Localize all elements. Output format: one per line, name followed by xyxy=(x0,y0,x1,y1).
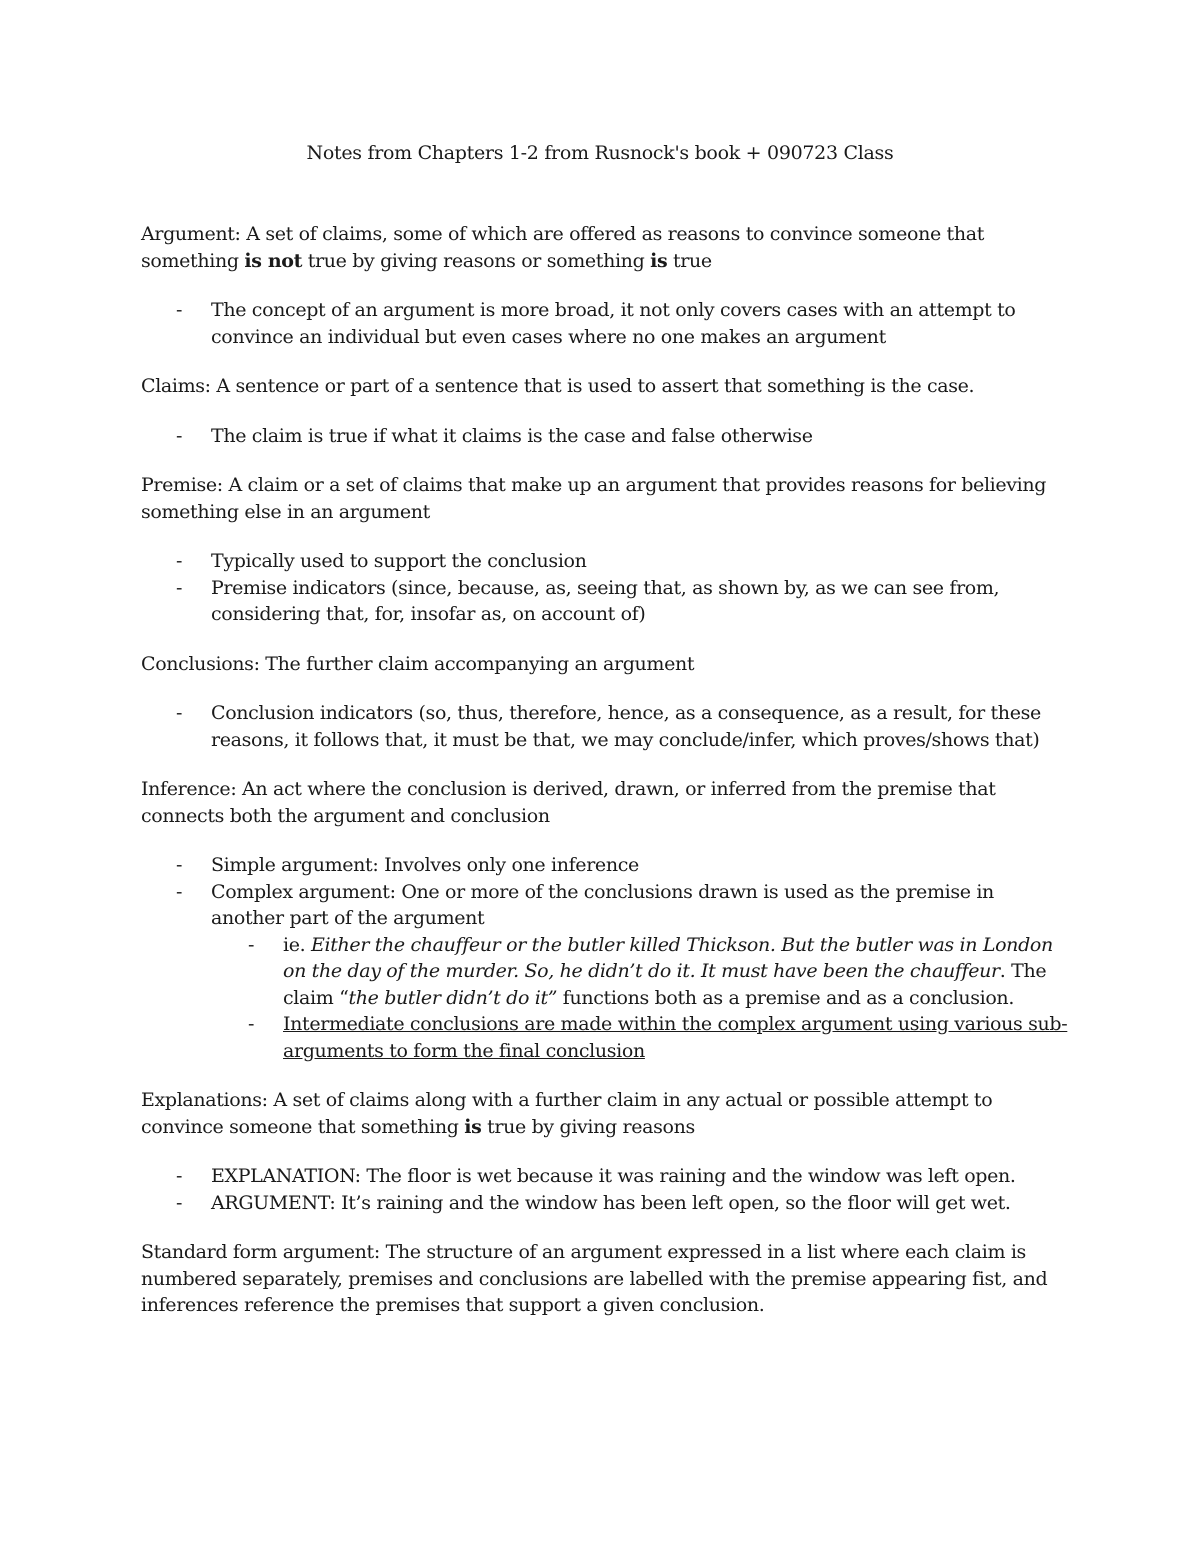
premise-bullets xyxy=(141,548,1071,628)
intermediate-conclusions-note: Intermediate conclusions are made within the complex argument using various sub-arguments to form the final conclusion xyxy=(283,1013,1068,1062)
notes-body xyxy=(141,221,1071,1342)
inference-bullets xyxy=(141,852,1071,1064)
list-item xyxy=(211,879,1071,1065)
argument-text-a: Argument: A set of claims, some of which are offered as reasons to convince someone that something xyxy=(141,223,984,272)
argument-bold-is-not: is not xyxy=(244,249,303,272)
list-item xyxy=(283,1011,1071,1064)
claims-bullets xyxy=(141,423,1071,450)
argument-bold-is: is xyxy=(650,249,668,272)
page-title: Notes from Chapters 1-2 from Rusnock's book + 090723 Class xyxy=(306,142,894,164)
standard-form-definition: Standard form argument: The structure of an argument expressed in a list where each claim is numbered separately, premises and conclusions are labelled with the premise appearing fist, and inferences reference the premises that support a given conclusion. xyxy=(141,1241,1048,1316)
list-item: - Simple argument: Involves only one inference xyxy=(211,852,1071,879)
example-italic-claim: the butler didn’t do it” xyxy=(348,986,558,1009)
inference-definition: Inference: An act where the conclusion is derived, drawn, or inferred from the premise that connects both the argument and conclusion xyxy=(141,778,996,827)
list-item: - The concept of an argument is more broad, it not only covers cases with an attempt to convince an individual but even cases where no one makes an argument xyxy=(211,297,1071,350)
explanations-bullets xyxy=(141,1163,1071,1216)
explanations-bold-is: is xyxy=(464,1115,482,1138)
argument-text-b: true by giving reasons or something xyxy=(302,249,651,272)
example-italic: Either the chauffeur or the butler killed Thickson. But the butler was in London on the day of the murder. So, he didn’t do it. It must have been the chauffeur xyxy=(283,933,1053,982)
complex-argument-text: Complex argument: One or more of the conclusions drawn is used as the premise in another part of the argument xyxy=(211,880,994,929)
explanations-definition xyxy=(141,1087,1071,1140)
list-item: - The claim is true if what it claims is the case and false otherwise xyxy=(211,423,1071,450)
argument-bullets xyxy=(141,297,1071,350)
list-item xyxy=(283,932,1071,1012)
example-mid: . The claim “ xyxy=(283,960,1047,1009)
conclusions-bullets xyxy=(141,700,1071,753)
list-item: - Typically used to support the conclusion xyxy=(211,548,1071,575)
argument-definition xyxy=(141,221,1071,274)
conclusions-definition: Conclusions: The further claim accompanying an argument xyxy=(141,652,695,675)
list-item: - EXPLANATION: The floor is wet because it was raining and the window was left open. xyxy=(211,1163,1071,1190)
complex-argument-sub-bullets xyxy=(211,932,1071,1065)
argument-text-c: true xyxy=(667,249,712,272)
list-item: - Premise indicators (since, because, as, seeing that, as shown by, as we can see from, considering that, for, insofar as, on account of) xyxy=(211,575,1071,628)
explanations-text-b: true by giving reasons xyxy=(481,1115,695,1138)
example-prefix: ie. xyxy=(283,933,311,956)
example-end: functions both as a premise and as a conclusion. xyxy=(557,986,1015,1009)
list-item: - Conclusion indicators (so, thus, therefore, hence, as a consequence, as a result, for these reasons, it follows that, it must be that, we may conclude/infer, which proves/shows that) xyxy=(211,700,1071,753)
explanations-text-a: Explanations: A set of claims along with a further claim in any actual or possible attempt to convince someone that something xyxy=(141,1089,993,1138)
claims-definition: Claims: A sentence or part of a sentence that is used to assert that something is the case. xyxy=(141,375,975,397)
list-item: - ARGUMENT: It’s raining and the window has been left open, so the floor will get wet. xyxy=(211,1190,1071,1217)
premise-definition: Premise: A claim or a set of claims that make up an argument that provides reasons for believing something else in an argument xyxy=(141,474,1047,523)
